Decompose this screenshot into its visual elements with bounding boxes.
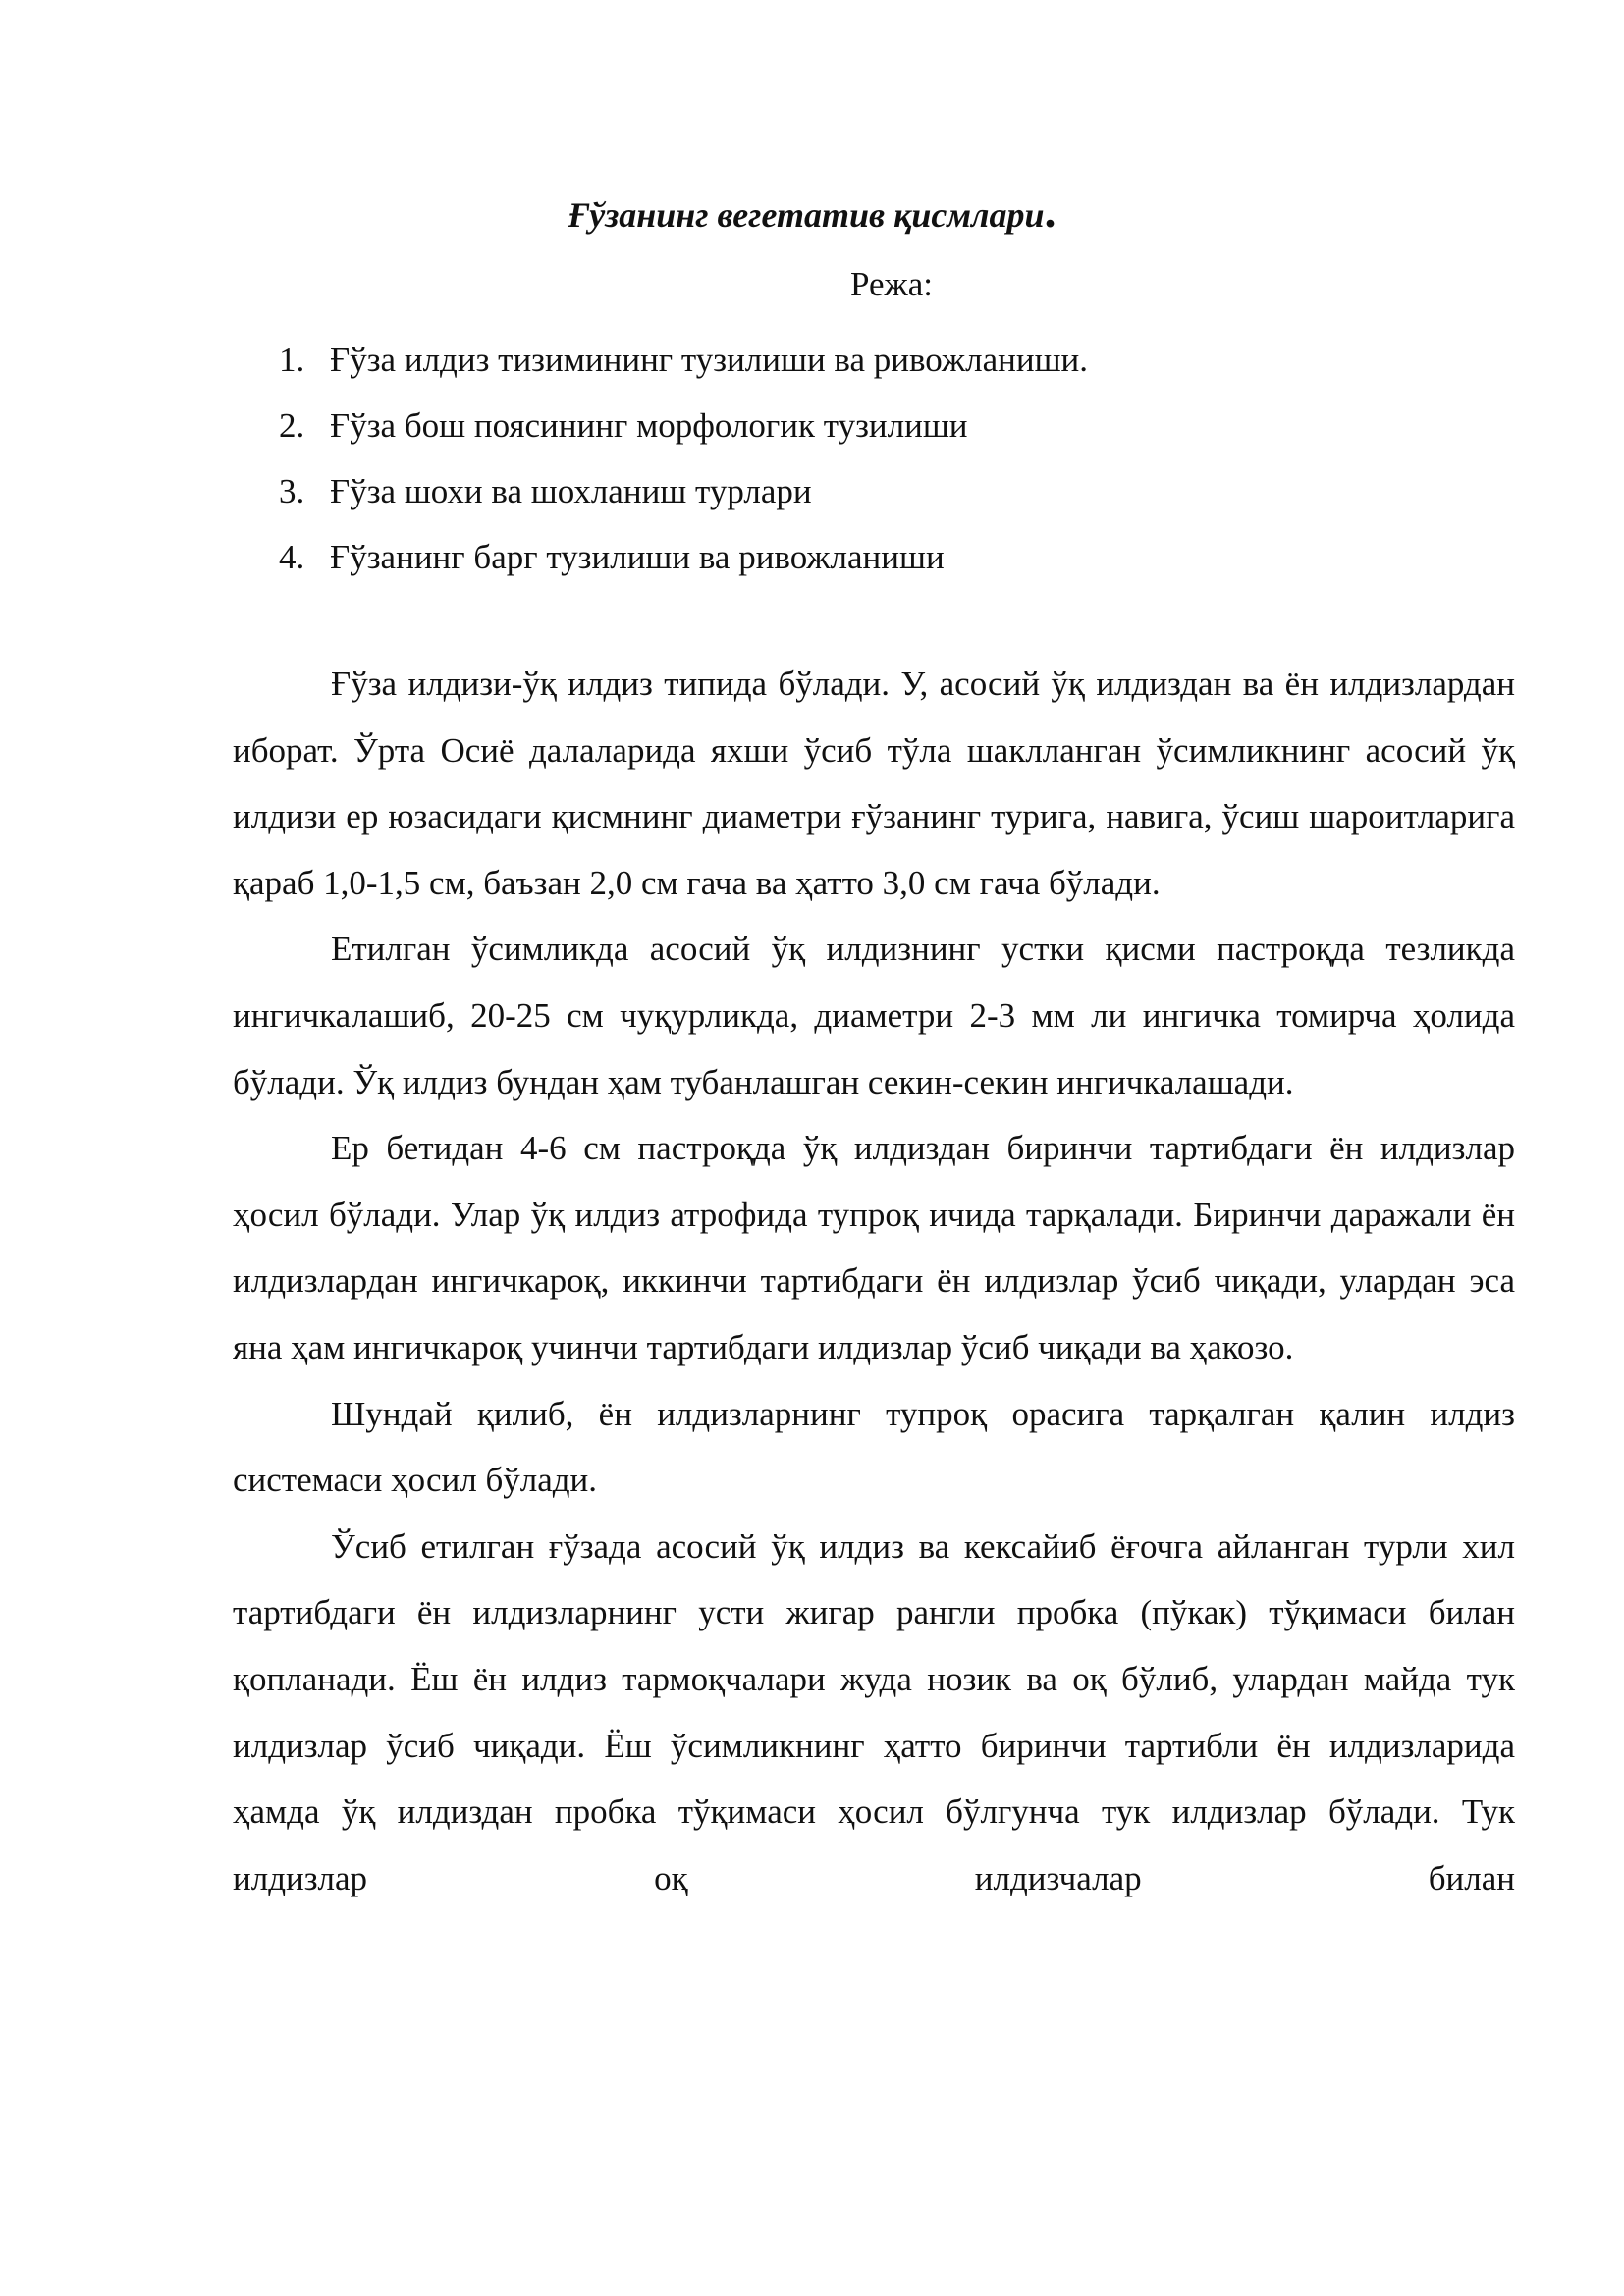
- paragraph-mature-roots: Ўсиб етилган ғўзада асосий ўқ илдиз ва кексайиб ёғочга айланган турли хил тартибдаги ён илдизларнинг усти жигар рангли пробка (пўкак) тўқимаси билан қопланади. Ёш ён илдиз тармоқчалари жуда нозик ва оқ бўлиб, улардан майда тук илдизлар ўсиб чиқади. Ёш ўсимликнинг ҳатто биринчи тартибли ён илдизларида ҳамда ўқ илдиздан пробка тўқимаси ҳосил бўлгунча тук илдизлар бўлади. Тук илдизлар оқ илдизчалар билан: [233, 1526, 1515, 1897]
- plan-item-text: Ғўзанинг барг тузилиши ва ривожланиши: [330, 538, 945, 576]
- plan-item: [279, 393, 1088, 458]
- plan-item-text: Ғўза шохи ва шохланиш турлари: [330, 472, 812, 510]
- document-title-dot: .: [1044, 186, 1056, 238]
- body-text: [233, 651, 1515, 1911]
- plan-list: [279, 327, 1088, 590]
- plan-item-number: 4.: [279, 538, 305, 576]
- plan-item-number: 2.: [279, 406, 305, 445]
- document-title-text: Ғўзанинг вегетатив қисмлари: [568, 195, 1045, 235]
- paragraph-main-root: Етилган ўсимликда асосий ўқ илдизнинг устки қисми пастроқда тезликда ингичкалашиб, 20-25 см чуқурликда, диаметри 2-3 мм ли ингичка томирча ҳолида бўлади. Ўқ илдиз бундан ҳам тубанлашган секин-секин ингичкалашади.: [233, 930, 1515, 1101]
- plan-item-number: 1.: [279, 341, 305, 379]
- document-title: [0, 188, 1624, 239]
- plan-item-text: Ғўза бош поясининг морфологик тузилиши: [330, 406, 968, 445]
- plan-item-text: Ғўза илдиз тизимининг тузилиши ва ривожланиши.: [330, 341, 1088, 379]
- plan-label: Режа:: [850, 265, 933, 303]
- paragraph-lateral-roots: Ер бетидан 4-6 см пастроқда ўқ илдиздан биринчи тартибдаги ён илдизлар ҳосил бўлади. Улар ўқ илдиз атрофида тупроқ ичида тарқалади. Биринчи даражали ён илдизлардан ингичкароқ, иккинчи тартибдаги ён илдизлар ўсиб чиқади, улардан эса яна ҳам ингичкароқ учинчи тартибдаги илдизлар ўсиб чиқади ва ҳакозо.: [233, 1129, 1515, 1366]
- paragraph-root-system: Шундай қилиб, ён илдизларнинг тупроқ орасига тарқалган қалин илдиз системаси ҳосил бўлади.: [233, 1394, 1515, 1500]
- plan-item-number: 3.: [279, 472, 305, 510]
- plan-item: [279, 524, 1088, 590]
- plan-item: [279, 458, 1088, 524]
- paragraph-root-type: Ғўза илдизи-ўқ илдиз типида бўлади. У, асосий ўқ илдиздан ва ён илдизлардан иборат. Ўрта Осиё далаларида яхши ўсиб тўла шаклланган ўсимликнинг асосий ўқ илдизи ер юзасидаги қисмнинг диаметри ғўзанинг турига, навига, ўсиш шароитларига қараб 1,0-1,5 см, баъзан 2,0 см гача ва ҳатто 3,0 см гача бўлади.: [233, 665, 1515, 902]
- plan-item: [279, 327, 1088, 393]
